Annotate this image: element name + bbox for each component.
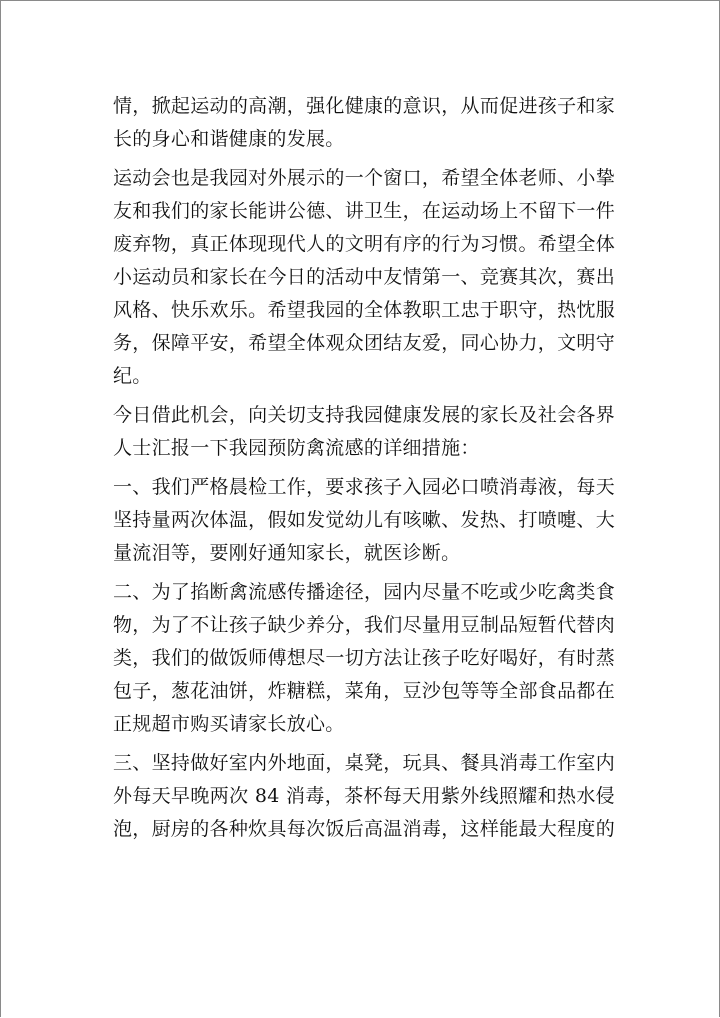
text-line: 小运动员和家长在今日的活动中友情第一、竞赛其次，赛出 — [113, 266, 615, 288]
text-line: 长的身心和谐健康的发展。 — [113, 128, 345, 150]
text-line: 一、我们严格晨检工作，要求孩子入园必口喷消毒液，每天 — [113, 476, 615, 498]
text-line: 泡，厨房的各种炊具每次饭后高温消毒，这样能最大程度的 — [113, 818, 615, 840]
text-line: 人士汇报一下我园预防禽流感的详细措施： — [113, 437, 480, 459]
text-line: 物，为了不让孩子缺少养分，我们尽量用豆制品短暂代替肉 — [113, 614, 615, 636]
text-line: 坚持量两次体温，假如发觉幼儿有咳嗽、发热、打喷嚏、大 — [113, 509, 615, 531]
paragraph — [113, 162, 615, 393]
text-line: 包子，葱花油饼，炸糖糕，菜角，豆沙包等等全部食品都在 — [113, 680, 615, 702]
text-line: 今日借此机会，向关切支持我园健康发展的家长及社会各界 — [113, 404, 615, 426]
text-line: 三、坚持做好室内外地面，桌凳，玩具、餐具消毒工作室内 — [113, 752, 615, 774]
paragraph — [113, 399, 615, 465]
text-line: 二、为了掐断禽流感传播途径，园内尽量不吃或少吃禽类食 — [113, 581, 615, 603]
text-line: 纪。 — [113, 365, 152, 387]
text-line: 运动会也是我园对外展示的一个窗口，希望全体老师、小挚 — [113, 167, 615, 189]
paragraph — [113, 747, 615, 846]
paragraph — [113, 471, 615, 570]
text-line: 务，保障平安，希望全体观众团结友爱，同心协力，文明守 — [113, 332, 615, 354]
text-line: 量流泪等，要刚好通知家长，就医诊断。 — [113, 542, 461, 564]
text-line: 类，我们的做饭师傅想尽一切方法让孩子吃好喝好，有时蒸 — [113, 647, 615, 669]
text-line: 废弃物，真正体现现代人的文明有序的行为习惯。希望全体 — [113, 233, 615, 255]
text-line: 风格、快乐欢乐。希望我园的全体教职工忠于职守，热忱服 — [113, 299, 615, 321]
paragraph — [113, 576, 615, 741]
text-line: 外每天早晚两次 84 消毒，茶杯每天用紫外线照耀和热水侵 — [113, 785, 615, 807]
paragraph — [113, 90, 615, 156]
text-line: 情，掀起运动的高潮，强化健康的意识，从而促进孩子和家 — [113, 95, 615, 117]
text-line: 正规超市购买请家长放心。 — [113, 713, 345, 735]
document-body — [113, 90, 615, 852]
text-line: 友和我们的家长能讲公德、讲卫生，在运动场上不留下一件 — [113, 200, 615, 222]
